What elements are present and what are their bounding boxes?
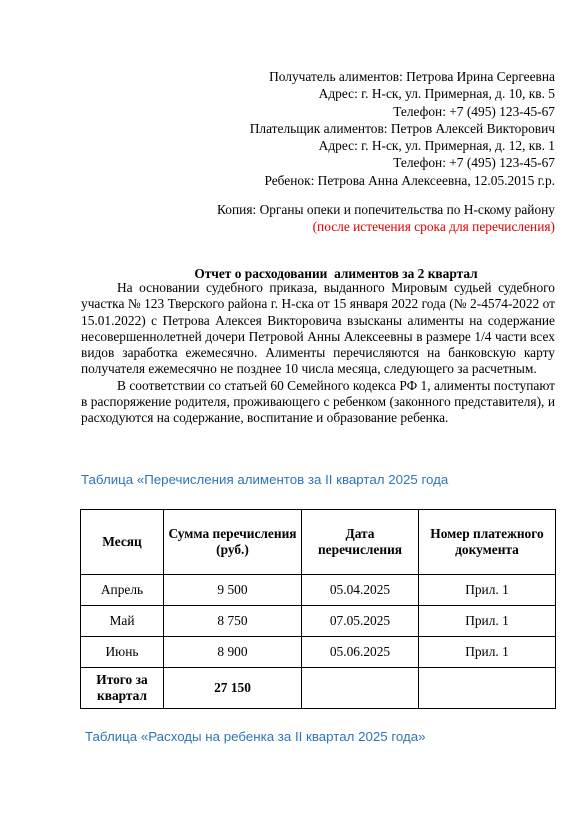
document-body <box>81 280 555 427</box>
cell-month: Апрель <box>81 575 164 606</box>
cell-doc-number: Прил. 1 <box>419 575 556 606</box>
table-row <box>81 575 556 606</box>
payer-address-line: Адрес: г. Н-ск, ул. Примерная, д. 12, кв. 1 <box>318 138 555 154</box>
table2-caption: Таблица «Расходы на ребенка за II квартал 2025 года» <box>85 729 426 744</box>
recipient-address-line: Адрес: г. Н-ск, ул. Примерная, д. 10, кв. 5 <box>318 86 555 102</box>
cell-doc-number: Прил. 1 <box>419 606 556 637</box>
cell-amount: 8 750 <box>164 606 302 637</box>
cell-amount: 9 500 <box>164 575 302 606</box>
total-empty-cell <box>419 668 556 709</box>
cell-month: Июнь <box>81 637 164 668</box>
addressee-block <box>250 68 555 189</box>
header-doc-number: Номер платежного документа <box>419 510 556 575</box>
cell-date: 07.05.2025 <box>302 606 419 637</box>
header-month: Месяц <box>81 510 164 575</box>
copy-note: (после истечения срока для перечисления) <box>312 219 555 235</box>
payer-line: Плательщик алиментов: Петров Алексей Викторович <box>249 120 555 136</box>
paragraph-court-order: На основании судебного приказа, выданного Мировым судьей судебного участка № 123 Тверского района г. Н-ска от 15 января 2022 года (№ 2-4574-2022 от 15.01.2022) с Петрова Алексея Викторовича взысканы алименты на содержание несовершеннолетней дочери Петровой Анны Алексеевны в размере 1/4 части всех видов заработка ежемесячно. Алименты перечисляются на банковскую карту получателя ежемесячно не позднее 10 числа месяца, следующего за расчетным. <box>81 280 555 377</box>
recipient-phone-line: Телефон: +7 (495) 123-45-67 <box>393 103 555 119</box>
cell-doc-number: Прил. 1 <box>419 637 556 668</box>
document-title: Отчет о расходовании алиментов за 2 квартал <box>194 266 478 281</box>
total-amount: 27 150 <box>164 668 302 709</box>
header-date: Дата перечисления <box>302 510 419 575</box>
child-line: Ребенок: Петрова Анна Алексеевна, 12.05.2015 г.р. <box>264 172 555 188</box>
paragraph-family-code: В соответствии со статьей 60 Семейного кодекса РФ 1, алименты поступают в распоряжение родителя, проживающего с ребенком (законного представителя), и расходуются на содержание, воспитание и образование ребенка. <box>81 377 555 426</box>
payer-phone-line: Телефон: +7 (495) 123-45-67 <box>393 155 555 171</box>
copy-block <box>217 201 555 236</box>
cell-date: 05.04.2025 <box>302 575 419 606</box>
table-row <box>81 606 556 637</box>
cell-date: 05.06.2025 <box>302 637 419 668</box>
table-header-row <box>81 510 556 575</box>
header-amount: Сумма перечисления (руб.) <box>164 510 302 575</box>
total-label: Итого за квартал <box>81 668 164 709</box>
recipient-line: Получатель алиментов: Петрова Ирина Сергеевна <box>269 69 555 84</box>
total-empty-cell <box>302 668 419 709</box>
payments-table <box>80 509 556 709</box>
copy-line: Копия: Органы опеки и попечительства по Н-скому району <box>217 202 555 217</box>
cell-amount: 8 900 <box>164 637 302 668</box>
total-row <box>81 668 556 709</box>
cell-month: Май <box>81 606 164 637</box>
table1-caption: Таблица «Перечисления алиментов за II квартал 2025 года <box>81 472 449 487</box>
table-row <box>81 637 556 668</box>
